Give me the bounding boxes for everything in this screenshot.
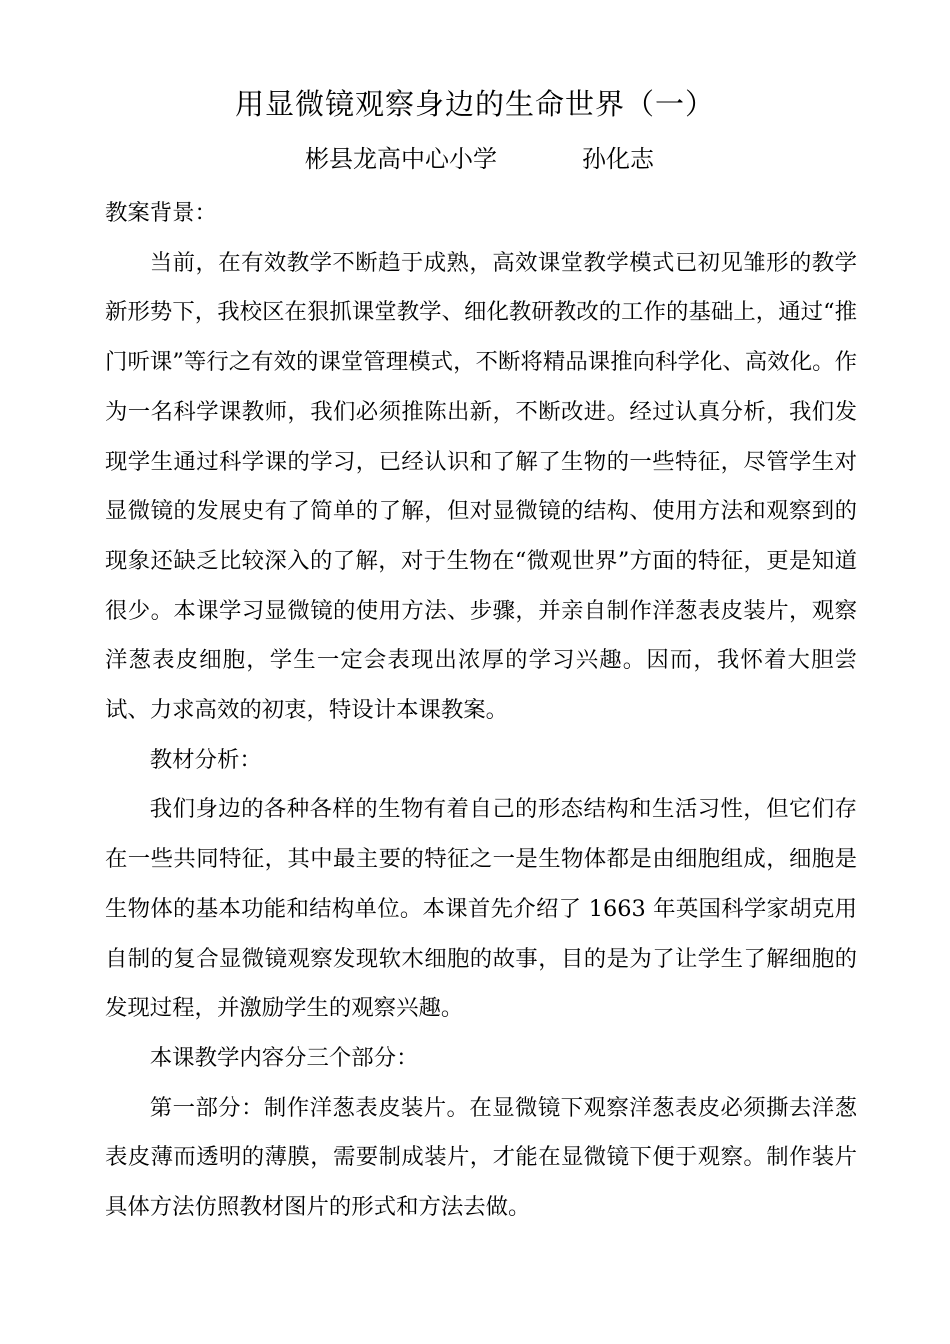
analysis-paragraph: 我们身边的各种各样的生物有着自己的形态结构和生活习性，但它们存在一些共同特征，其中最主要的特征之一是生物体都是由细胞组成，细胞是生物体的基本功能和结构单位。本课首先介绍了 1663 年英国科学家胡克用自制的复合显微镜观察发现软木细胞的故事，目的是为了让学生了解细胞的发现过程，并激励学生的观察兴趣。 — [105, 796, 857, 1022]
section-heading-analysis: 教材分析： — [149, 746, 262, 773]
author-name: 孙化志 — [582, 145, 654, 173]
document-title: 用显微镜观察身边的生命世界（一） — [234, 87, 715, 121]
parts-intro: 本课教学内容分三个部分： — [149, 1044, 419, 1071]
document-body — [105, 189, 857, 1233]
section-heading-background: 教案背景： — [105, 200, 217, 226]
part-one-paragraph: 第一部分：制作洋葱表皮装片。在显微镜下观察洋葱表皮必须撕去洋葱表皮薄而透明的薄膜，需要制成装片，才能在显微镜下便于观察。制作装片具体方法仿照教材图片的形式和方法去做。 — [105, 1094, 857, 1221]
school-name: 彬县龙高中心小学 — [305, 145, 497, 173]
background-paragraph: 当前，在有效教学不断趋于成熟，高效课堂教学模式已初见雏形的教学新形势下，我校区在狠抓课堂教学、细化教研教改的工作的基础上，通过“推门听课”等行之有效的课堂管理模式，不断将精品课推向科学化、高效化。作为一名科学课教师，我们必须推陈出新，不断改进。经过认真分析，我们发现学生通过科学课的学习，已经认识和了解了生物的一些特征，尽管学生对显微镜的发展史有了简单的了解，但对显微镜的结构、使用方法和观察到的现象还缺乏比较深入的了解，对于生物在“微观世界”方面的特征，更是知道很少。本课学习显微镜的使用方法、步骤，并亲自制作洋葱表皮装片，观察洋葱表皮细胞，学生一定会表现出浓厚的学习兴趣。因而，我怀着大胆尝试、力求高效的初衷，特设计本课教案。 — [105, 249, 857, 724]
